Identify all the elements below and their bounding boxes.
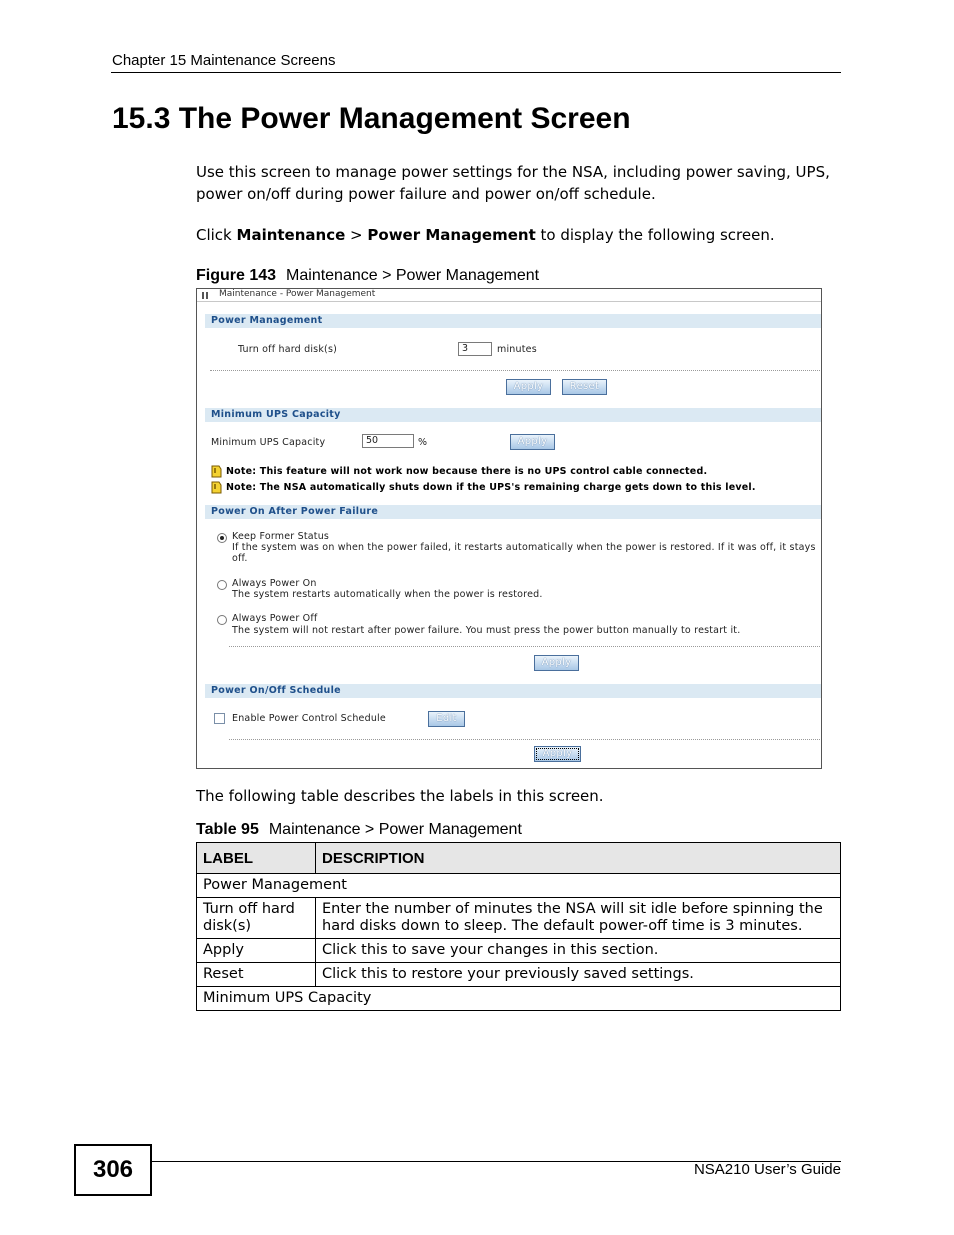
enable-schedule-label: Enable Power Control Schedule: [232, 713, 386, 724]
figure-label: Figure 143: [196, 267, 277, 284]
table-title: Maintenance > Power Management: [268, 821, 522, 838]
table-row: [197, 874, 841, 898]
click-power-management: Power Management: [367, 226, 536, 244]
figure-caption: [196, 267, 539, 285]
power-management-section-header: Power Management: [205, 314, 821, 328]
figure-title: Maintenance > Power Management: [286, 267, 540, 284]
label-column-header: LABEL: [197, 843, 316, 874]
label-description-table: [196, 842, 841, 1011]
ups-capacity-label: Minimum UPS Capacity: [211, 437, 326, 448]
following-text: The following table describes the labels in this screen.: [196, 787, 604, 805]
row-label: Reset: [197, 963, 316, 987]
keep-former-status-label: Keep Former Status: [232, 531, 330, 542]
enable-schedule-checkbox[interactable]: [214, 713, 225, 724]
table-row: [197, 963, 841, 987]
always-power-off-desc: The system will not restart after power failure. You must press the power button manually to restart it.: [232, 625, 741, 636]
power-apply-button[interactable]: Apply: [506, 379, 551, 395]
keep-former-status-radio[interactable]: [217, 533, 227, 543]
intro-paragraph: Use this screen to manage power settings for the NSA, including power saving, UPS, power on/off during power failure and power on/off schedule.: [196, 163, 830, 203]
table-caption: [196, 821, 522, 839]
always-power-off-radio[interactable]: [217, 615, 227, 625]
row-description: Enter the number of minutes the NSA will sit idle before spinning the hard disks down to sleep. The default power-off time is 3 minutes.: [316, 898, 841, 939]
click-separator: >: [345, 226, 368, 244]
grid-icon: [202, 292, 209, 299]
schedule-section-header: Power On/Off Schedule: [205, 684, 821, 698]
warning-note-icon: [211, 481, 222, 494]
header-rule: [111, 72, 841, 73]
table-label: Table 95: [196, 821, 259, 838]
guide-title: NSA210 User’s Guide: [693, 1161, 841, 1178]
section-heading: 15.3 The Power Management Screen: [112, 102, 631, 135]
turn-off-disk-label: Turn off hard disk(s): [238, 344, 337, 355]
click-prefix: Click: [196, 226, 237, 244]
minutes-label: minutes: [497, 344, 537, 355]
screen-titlebar: [197, 289, 821, 302]
ups-section-header: Minimum UPS Capacity: [205, 408, 821, 422]
page-number: 306: [74, 1144, 152, 1196]
power-reset-button[interactable]: Reset: [562, 379, 607, 395]
screen-title: Maintenance - Power Management: [219, 289, 376, 299]
percent-label: %: [418, 437, 428, 448]
click-instruction: [196, 224, 836, 246]
warning-note-icon: [211, 465, 222, 478]
table-header-row: [197, 843, 841, 874]
ups-note-1: Note: This feature will not work now because there is no UPS control cable connected.: [226, 466, 708, 477]
chapter-header: Chapter 15 Maintenance Screens: [112, 52, 336, 69]
always-power-off-label: Always Power Off: [232, 613, 318, 624]
divider: [229, 646, 820, 647]
click-suffix: to display the following screen.: [535, 226, 775, 244]
power-on-section-header: Power On After Power Failure: [205, 505, 821, 519]
schedule-edit-button[interactable]: Edit: [428, 711, 465, 727]
divider: [229, 739, 820, 740]
always-power-on-desc: The system restarts automatically when the power is restored.: [232, 589, 543, 600]
always-power-on-radio[interactable]: [217, 580, 227, 590]
keep-former-status-desc: If the system was on when the power failed, it restarts automatically when the power is restored. If it was off, it stays off.: [232, 542, 816, 564]
ups-note-2: Note: The NSA automatically shuts down if the UPS's remaining charge gets down to this level.: [226, 482, 756, 493]
section-row-minimum-ups: Minimum UPS Capacity: [197, 987, 841, 1011]
click-maintenance: Maintenance: [236, 226, 346, 244]
row-description: Click this to restore your previously saved settings.: [316, 963, 841, 987]
ups-capacity-input[interactable]: 50: [362, 434, 414, 448]
section-row-power-management: Power Management: [197, 874, 841, 898]
ups-apply-button[interactable]: Apply: [510, 434, 555, 450]
divider: [210, 370, 820, 371]
row-description: Click this to save your changes in this section.: [316, 939, 841, 963]
power-management-screenshot: [196, 288, 822, 769]
table-row: [197, 939, 841, 963]
always-power-on-label: Always Power On: [232, 578, 317, 589]
turn-off-disk-input[interactable]: 3: [458, 342, 492, 356]
row-label: Apply: [197, 939, 316, 963]
description-column-header: DESCRIPTION: [316, 843, 841, 874]
schedule-apply-button[interactable]: Apply: [534, 746, 581, 762]
table-row: [197, 898, 841, 939]
row-label: Turn off hard disk(s): [197, 898, 316, 939]
table-row: [197, 987, 841, 1011]
power-on-apply-button[interactable]: Apply: [534, 655, 579, 671]
